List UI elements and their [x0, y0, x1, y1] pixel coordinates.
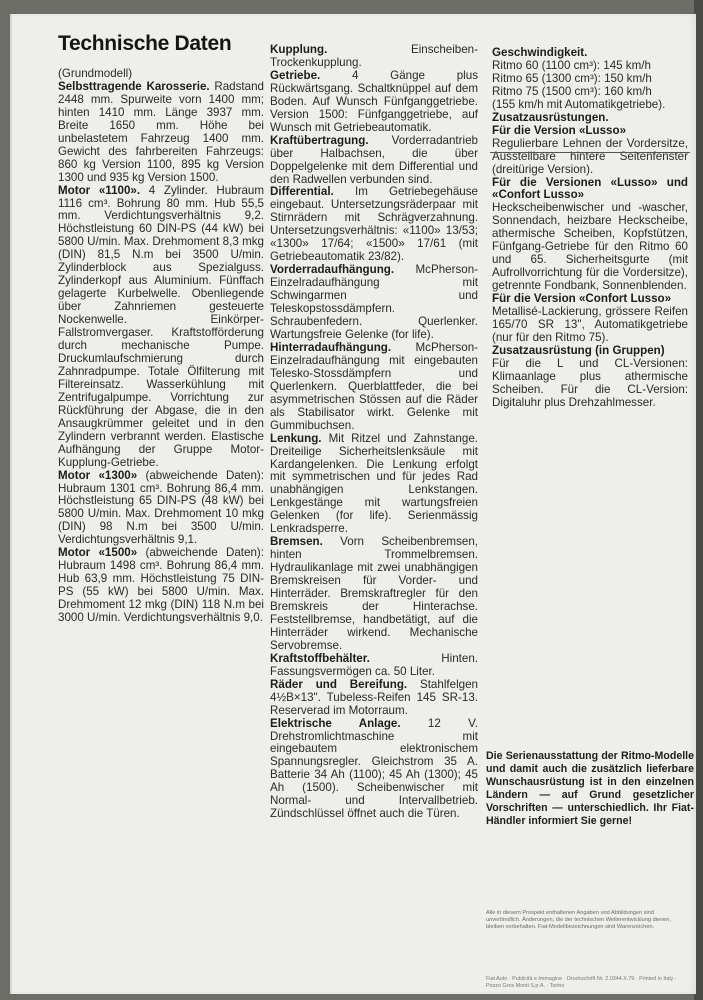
- spec-kraftuebertragung: Kraftübertragung. Vorderradantrieb über Halbachsen, die über Doppelgelenke mit dem Differential und den Radwellen verbunden sind.: [270, 133, 478, 186]
- spec-elektrik: Elektrische Anlage. 12 V. Drehstromlichtmaschine mit eingebautem elektronischem Spannungsregler. Gleichstrom 35 A. Batterie 34 Ah (1100); 45 Ah (1300); 45 Ah (1500). Scheibenwischer mit Normal- und Intervallbetrieb. Zündschlüssel öffnet auch die Türen.: [270, 716, 478, 821]
- spec-differential: Differential. Im Getriebegehäuse eingebaut. Untersetzungsräderpaar mit Stirnrädern mit Schrägverzahnung. Untersetzungsverhältnis: «1100» 13/53; «1300» 17/64; «1500» 17/61 (mit Getriebeautomatik 23/82).: [270, 185, 478, 264]
- spec-bremsen: Bremsen. Vorn Scheibenbremsen, hinten Trommelbremsen. Hydraulikanlage mit zwei unabhängigen Bremskreisen für Vorder- und Hinterräder. Bremskraftregler für den Bremskreis der Hinterachse. Feststellbremse, handbetätigt, auf die Hinterräder wirkend. Mechanische Servobremse.: [270, 535, 478, 652]
- spec-lenkung: Lenkung. Mit Ritzel und Zahnstange. Dreiteilige Sicherheitslenksäule mit Kardangelenken. Die Lenkung erfolgt mit symmetrischen und für jedes Rad unabhängigen Lenkstangen. Lenkgestänge mit wartungsfreien Gelenken (for life). Serienmässig Lenkradsperre.: [270, 431, 478, 536]
- zusatz-confort-lusso: Für die Version «Confort Lusso» Metallisé-Lackierung, grössere Reifen 165/70 SR 13", Automatikgetriebe (nur für den Ritmo 75).: [492, 292, 688, 344]
- spec-raeder: Räder und Bereifung. Stahlfelgen 4½B×13". Tubeless-Reifen 145 SR-13. Reserverad im Motorraum.: [270, 677, 478, 717]
- zusatz-heading: Zusatzausrüstungen.: [492, 110, 609, 124]
- column-1: [58, 68, 264, 625]
- page-title: Technische Daten: [58, 32, 232, 55]
- spec-kupplung: Kupplung. Einscheiben-Trockenkupplung.: [270, 43, 478, 69]
- spec-motor-1500: Motor «1500» (abweichende Daten): Hubraum 1498 cm³. Bohrung 86,4 mm. Hub 63,9 mm. Höchstleistung 75 DIN-PS (55 kW) bei 5800 U/min. Max. Drehmoment 12 mkg (DIN) 118 N.m bei 3000 U/min. Verdichtungsverhältnis 9,0.: [58, 546, 264, 625]
- dealer-note: Die Serienausstattung der Ritmo-Modelle und damit auch die zusätzlich lieferbare Wunschausrüstung ist in den einzelnen Ländern — auf Grund gesetzlicher Vorschriften — unterschiedlich. Ihr Fiat-Händler informiert Sie gerne!: [486, 750, 694, 827]
- spec-karosserie: Selbsttragende Karosserie. Radstand 2448 mm. Spurweite vorn 1400 mm; hinten 1410 mm. Länge 3937 mm. Breite 1650 mm. Höhe bei unbelastetem Fahrzeug 1400 mm. Gewicht des fahrbereiten Fahrzeugs: 860 kg Version 1100, 895 kg Version 1300 und 935 kg Version 1500.: [58, 79, 264, 184]
- spec-getriebe: Getriebe. 4 Gänge plus Rückwärtsgang. Schaltknüppel auf dem Boden. Auf Wunsch Fünfganggetriebe. Version 1500: Fünfganggetriebe, auf Wunsch mit Getriebeautomatik.: [270, 68, 478, 134]
- speed-ritmo-65: Ritmo 65 (1300 cm³): 150 km/h: [492, 71, 652, 85]
- disclaimer-fine-print: Alle in diesem Prospekt enthaltenen Angaben und Abbildungen sind unverbindlich. Änderungen, die der technischen Weiterentwicklung dienen, bleiben vorbehalten. Fiat-Modellbezeichnungen sind Warenzeichen.: [486, 910, 671, 930]
- speed-ritmo-75: Ritmo 75 (1500 cm³): 160 km/h: [492, 84, 652, 98]
- spec-kraftstoffbehaelter: Kraftstoffbehälter. Hinten. Fassungsvermögen ca. 50 Liter.: [270, 651, 478, 678]
- speed-automatik: (155 km/h mit Automatikgetriebe).: [492, 97, 666, 111]
- spec-geschwindigkeit-heading: Geschwindigkeit.: [492, 46, 588, 59]
- zusatz-gruppen: Zusatzausrüstung (in Gruppen) Für die L und CL-Versionen: Klimaanlage plus athermische Scheiben. Für die CL-Version: Digitaluhr plus Drehzahlmesser.: [492, 343, 688, 409]
- zusatz-lusso-confort: Für die Versionen «Lusso» und «Confort Lusso» Heckscheibenwischer und -wascher, Sonnendach, heizbare Heckscheibe, athermische Scheiben, Kopfstützen, Fünfgang-Getriebe für den Ritmo 60 und 65. Sicherheitsgurte (mit Aufrollvorrichtung für die Vordersitze), getrennte Fondbank, Sonnenblenden.: [492, 175, 688, 293]
- column-2: [270, 44, 478, 821]
- document-page: [10, 14, 696, 994]
- zusatz-lusso: Für die Version «Lusso» Regulierbare Lehnen der Vordersitze, Ausstellbare hintere Seitenfenster (dreitürige Version).: [492, 123, 688, 176]
- spec-motor-1100: Motor «1100». 4 Zylinder. Hubraum 1116 cm³. Bohrung 80 mm. Hub 55,5 mm. Verdichtungsverhältnis 9,2. Höchstleistung 60 DIN-PS (44 kW) bei 5800 U/min. Max. Drehmoment 8,3 mkg (DIN) 81,5 N.m bei 3500 U/min. Zylinderblock aus Spezialguss. Zylinderkopf aus Aluminium. Fünffach gelagerte Kurbelwelle. Obenliegende über Zahnriemen gesteuerte Nockenwelle. Einkörper-Fallstromvergaser. Kraftstofförderung durch mechanische Pumpe. Druckumlaufschmierung durch Zahnradpumpe. Totale Ölfilterung mit Filtereinsatz. Wasserkühlung mit Zentrifugalpumpe. Vorrichtung zur Rückführung der Abgase, die in den Ansaugkrümmer geleitet und in den Zylindern verbrannt werden. Elastische Aufhängung der Gruppe Motor-Kupplung-Getriebe.: [58, 183, 264, 469]
- spec-vorderradaufhaengung: Vorderradaufhängung. McPherson-Einzelradaufhängung mit Schwingarmen und Teleskopstossdämpfern. Schraubenfedern. Querlenker. Wartungsfreie Gelenke (for life).: [270, 263, 478, 341]
- speed-ritmo-60: Ritmo 60 (1100 cm³): 145 km/h: [492, 58, 651, 72]
- subtitle: (Grundmodell): [58, 67, 133, 80]
- column-3: [492, 47, 688, 410]
- spec-hinterradaufhaengung: Hinterradaufhängung. McPherson-Einzelradaufhängung mit eingebauten Telesko-Stossdämpfern und Querlenkern. Querblattfeder, die bei asymmetrischen Stössen auf die Räder als Stabilisator wirkt. Gelenke mit Gummibuchsen.: [270, 340, 478, 432]
- spec-motor-1300: Motor «1300» (abweichende Daten): Hubraum 1301 cm³. Bohrung 86,4 mm. Höchstleistung 65 DIN-PS (48 kW) bei 5800 U/min. Max. Drehmoment 10 mkg (DIN) 98 N.m bei 3500 U/min. Verdichtungsverhältnis 9,1.: [58, 468, 264, 547]
- imprint: Fiat Auto · Publicità e Immagine · Druckschrift Nr. 2.0344.X.79 · Printed in Italy · Pozzo Gros Monti S.p.A. · Torino: [486, 976, 677, 989]
- section-rule: [490, 152, 690, 153]
